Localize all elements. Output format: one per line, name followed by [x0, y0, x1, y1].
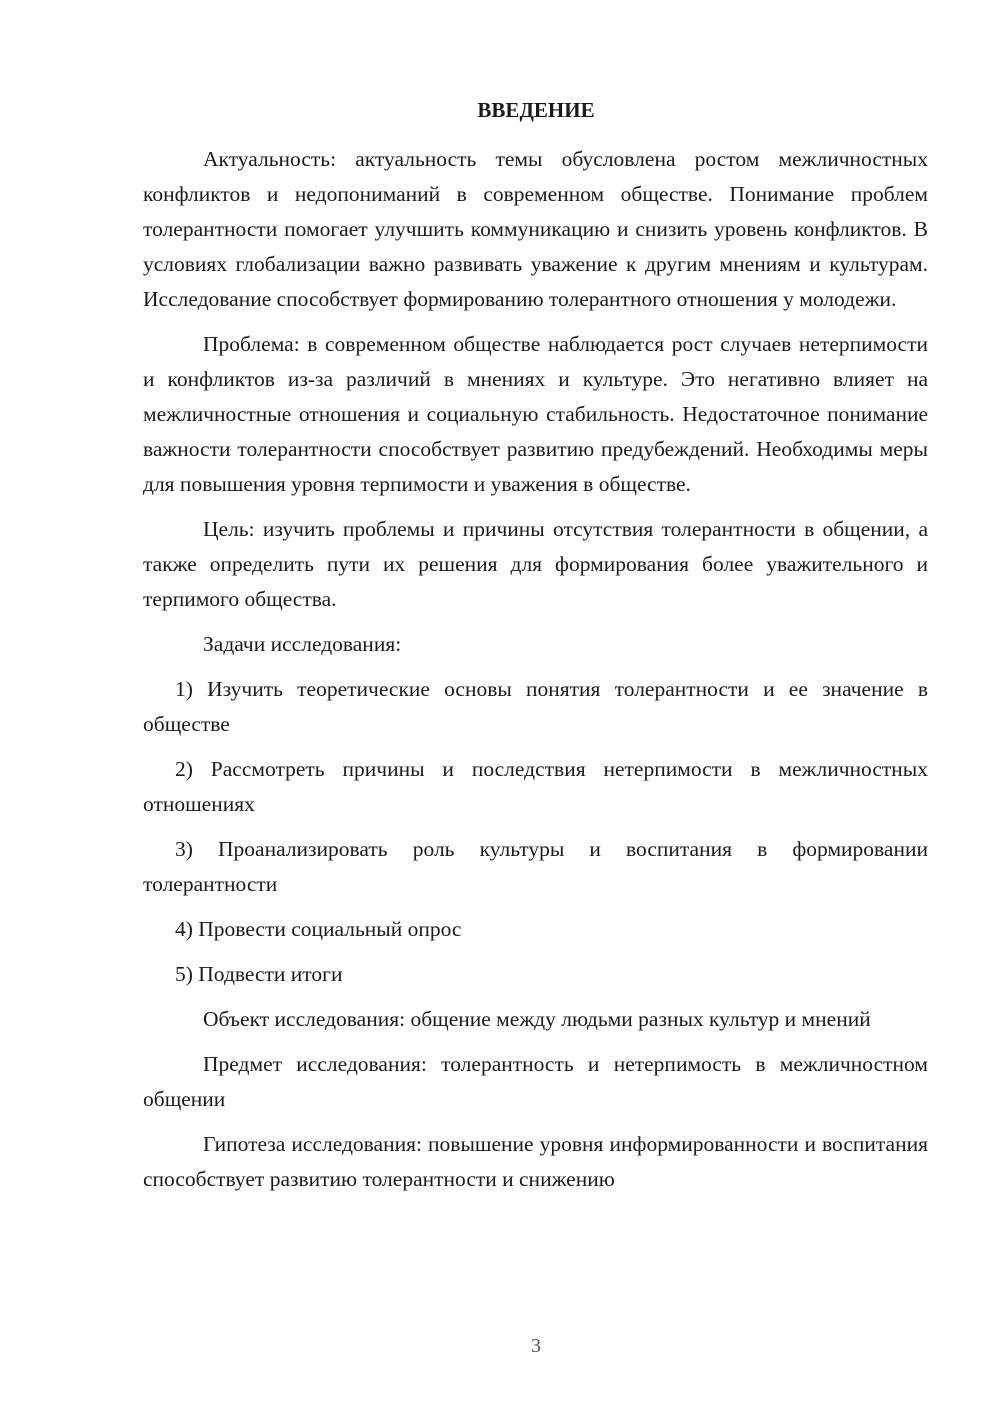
task-item-5: 5) Подвести итоги: [175, 962, 343, 986]
problem-paragraph: Проблема: в современном обществе наблюдается рост случаев нетерпимости и конфликтов из-за различий в мнениях и культуре. Это негативно влияет на межличностные отношения и социальную стабильность. Недостаточное понимание важности толерантности способствует развитию предубеждений. Необходимы меры для повышения уровня терпимости и уважения в обществе.: [143, 332, 928, 496]
task-item-3: 3) Проанализировать роль культуры и воспитания в формировании толерантности: [143, 837, 928, 896]
goal-paragraph: Цель: изучить проблемы и причины отсутствия толерантности в общении, а также определить пути их решения для формирования более уважительного и терпимого общества.: [143, 517, 928, 611]
tasks-heading: Задачи исследования:: [203, 632, 402, 656]
document-body: [143, 142, 928, 1207]
page-title: [0, 93, 1000, 128]
object-paragraph: Объект исследования: общение между людьми разных культур и мнений: [203, 1007, 871, 1031]
hypothesis-paragraph: Гипотеза исследования: повышение уровня информированности и воспитания способствует развитию толерантности и снижению: [143, 1132, 928, 1191]
subject-paragraph: Предмет исследования: толерантность и нетерпимость в межличностном общении: [143, 1052, 928, 1111]
page-number: 3: [531, 1335, 541, 1357]
relevance-paragraph: Актуальность: актуальность темы обусловлена ростом межличностных конфликтов и недопониманий в современном обществе. Понимание проблем толерантности помогает улучшить коммуникацию и снизить уровень конфликтов. В условиях глобализации важно развивать уважение к другим мнениям и культурам. Исследование способствует формированию толерантного отношения у молодежи.: [143, 147, 928, 311]
task-item-4: 4) Провести социальный опрос: [175, 917, 462, 941]
task-item-2: 2) Рассмотреть причины и последствия нетерпимости в межличностных отношениях: [143, 757, 928, 816]
page-title-text: ВВЕДЕНИЕ: [477, 98, 595, 122]
task-item-1: 1) Изучить теоретические основы понятия толерантности и ее значение в обществе: [143, 677, 928, 736]
